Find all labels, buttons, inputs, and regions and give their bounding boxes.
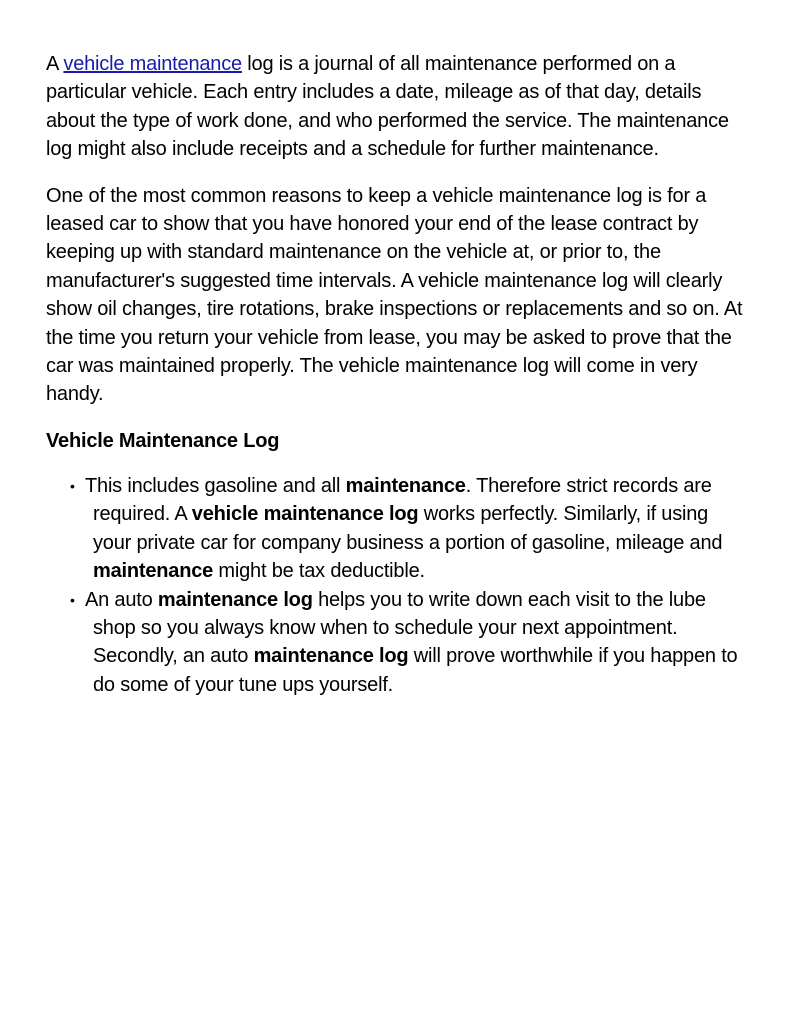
intro-prefix: A — [46, 53, 64, 75]
list-item — [46, 586, 746, 700]
bullet1-bold-2: vehicle maintenance log — [191, 503, 419, 526]
bullet2-text-2: helps you to write down each visit to the lube shop so you always know when to schedule your next appointment. Secondly, an auto — [93, 588, 706, 668]
document-body — [46, 50, 746, 699]
section-heading: Vehicle Maintenance Log — [46, 429, 280, 452]
intro-paragraph — [46, 50, 746, 164]
intro-rest: log is a journal of all maintenance performed on a particular vehicle. Each entry includes a date, mileage as of that day, details about the type of work done, and who performed the service. The maintenance log might also include receipts and a schedule for further maintenance. — [46, 53, 729, 161]
lease-paragraph: One of the most common reasons to keep a vehicle maintenance log is for a leased car to show that you have honored your end of the lease contract by keeping up with standard maintenance on the vehicle at, or prior to, the manufacturer's suggested time intervals. A vehicle maintenance log will clearly show oil changes, tire rotations, brake inspections or replacements and so on. At the time you return your vehicle from lease, you may be asked to prove that the car was maintained properly. The vehicle maintenance log will come in very handy. — [46, 184, 743, 406]
list-item — [46, 472, 746, 586]
bullet1-bold-3: maintenance — [93, 560, 214, 583]
bullet2-text-1: An auto — [85, 588, 158, 611]
bullet1-text-3: works perfectly. Similarly, if using your private car for company business a portion of gasoline, mileage and — [93, 503, 723, 554]
bullet2-text-3: will prove worthwhile if you happen to do some of your tune ups yourself. — [93, 645, 738, 696]
bullet-icon: • — [70, 477, 75, 494]
bullet2-bold-2: maintenance log — [253, 645, 409, 668]
bullet1-text-2: . Therefore strict records are required. A — [93, 474, 712, 526]
bullet1-bold-1: maintenance — [345, 474, 466, 497]
vehicle-maintenance-link[interactable]: vehicle maintenance — [63, 53, 242, 75]
bullet-list — [46, 472, 746, 699]
bullet1-text-4: might be tax deductible. — [213, 560, 425, 583]
bullet2-bold-1: maintenance log — [157, 588, 313, 611]
bullet1-text-1: This includes gasoline and all — [85, 474, 346, 497]
bullet-icon: • — [70, 591, 75, 608]
